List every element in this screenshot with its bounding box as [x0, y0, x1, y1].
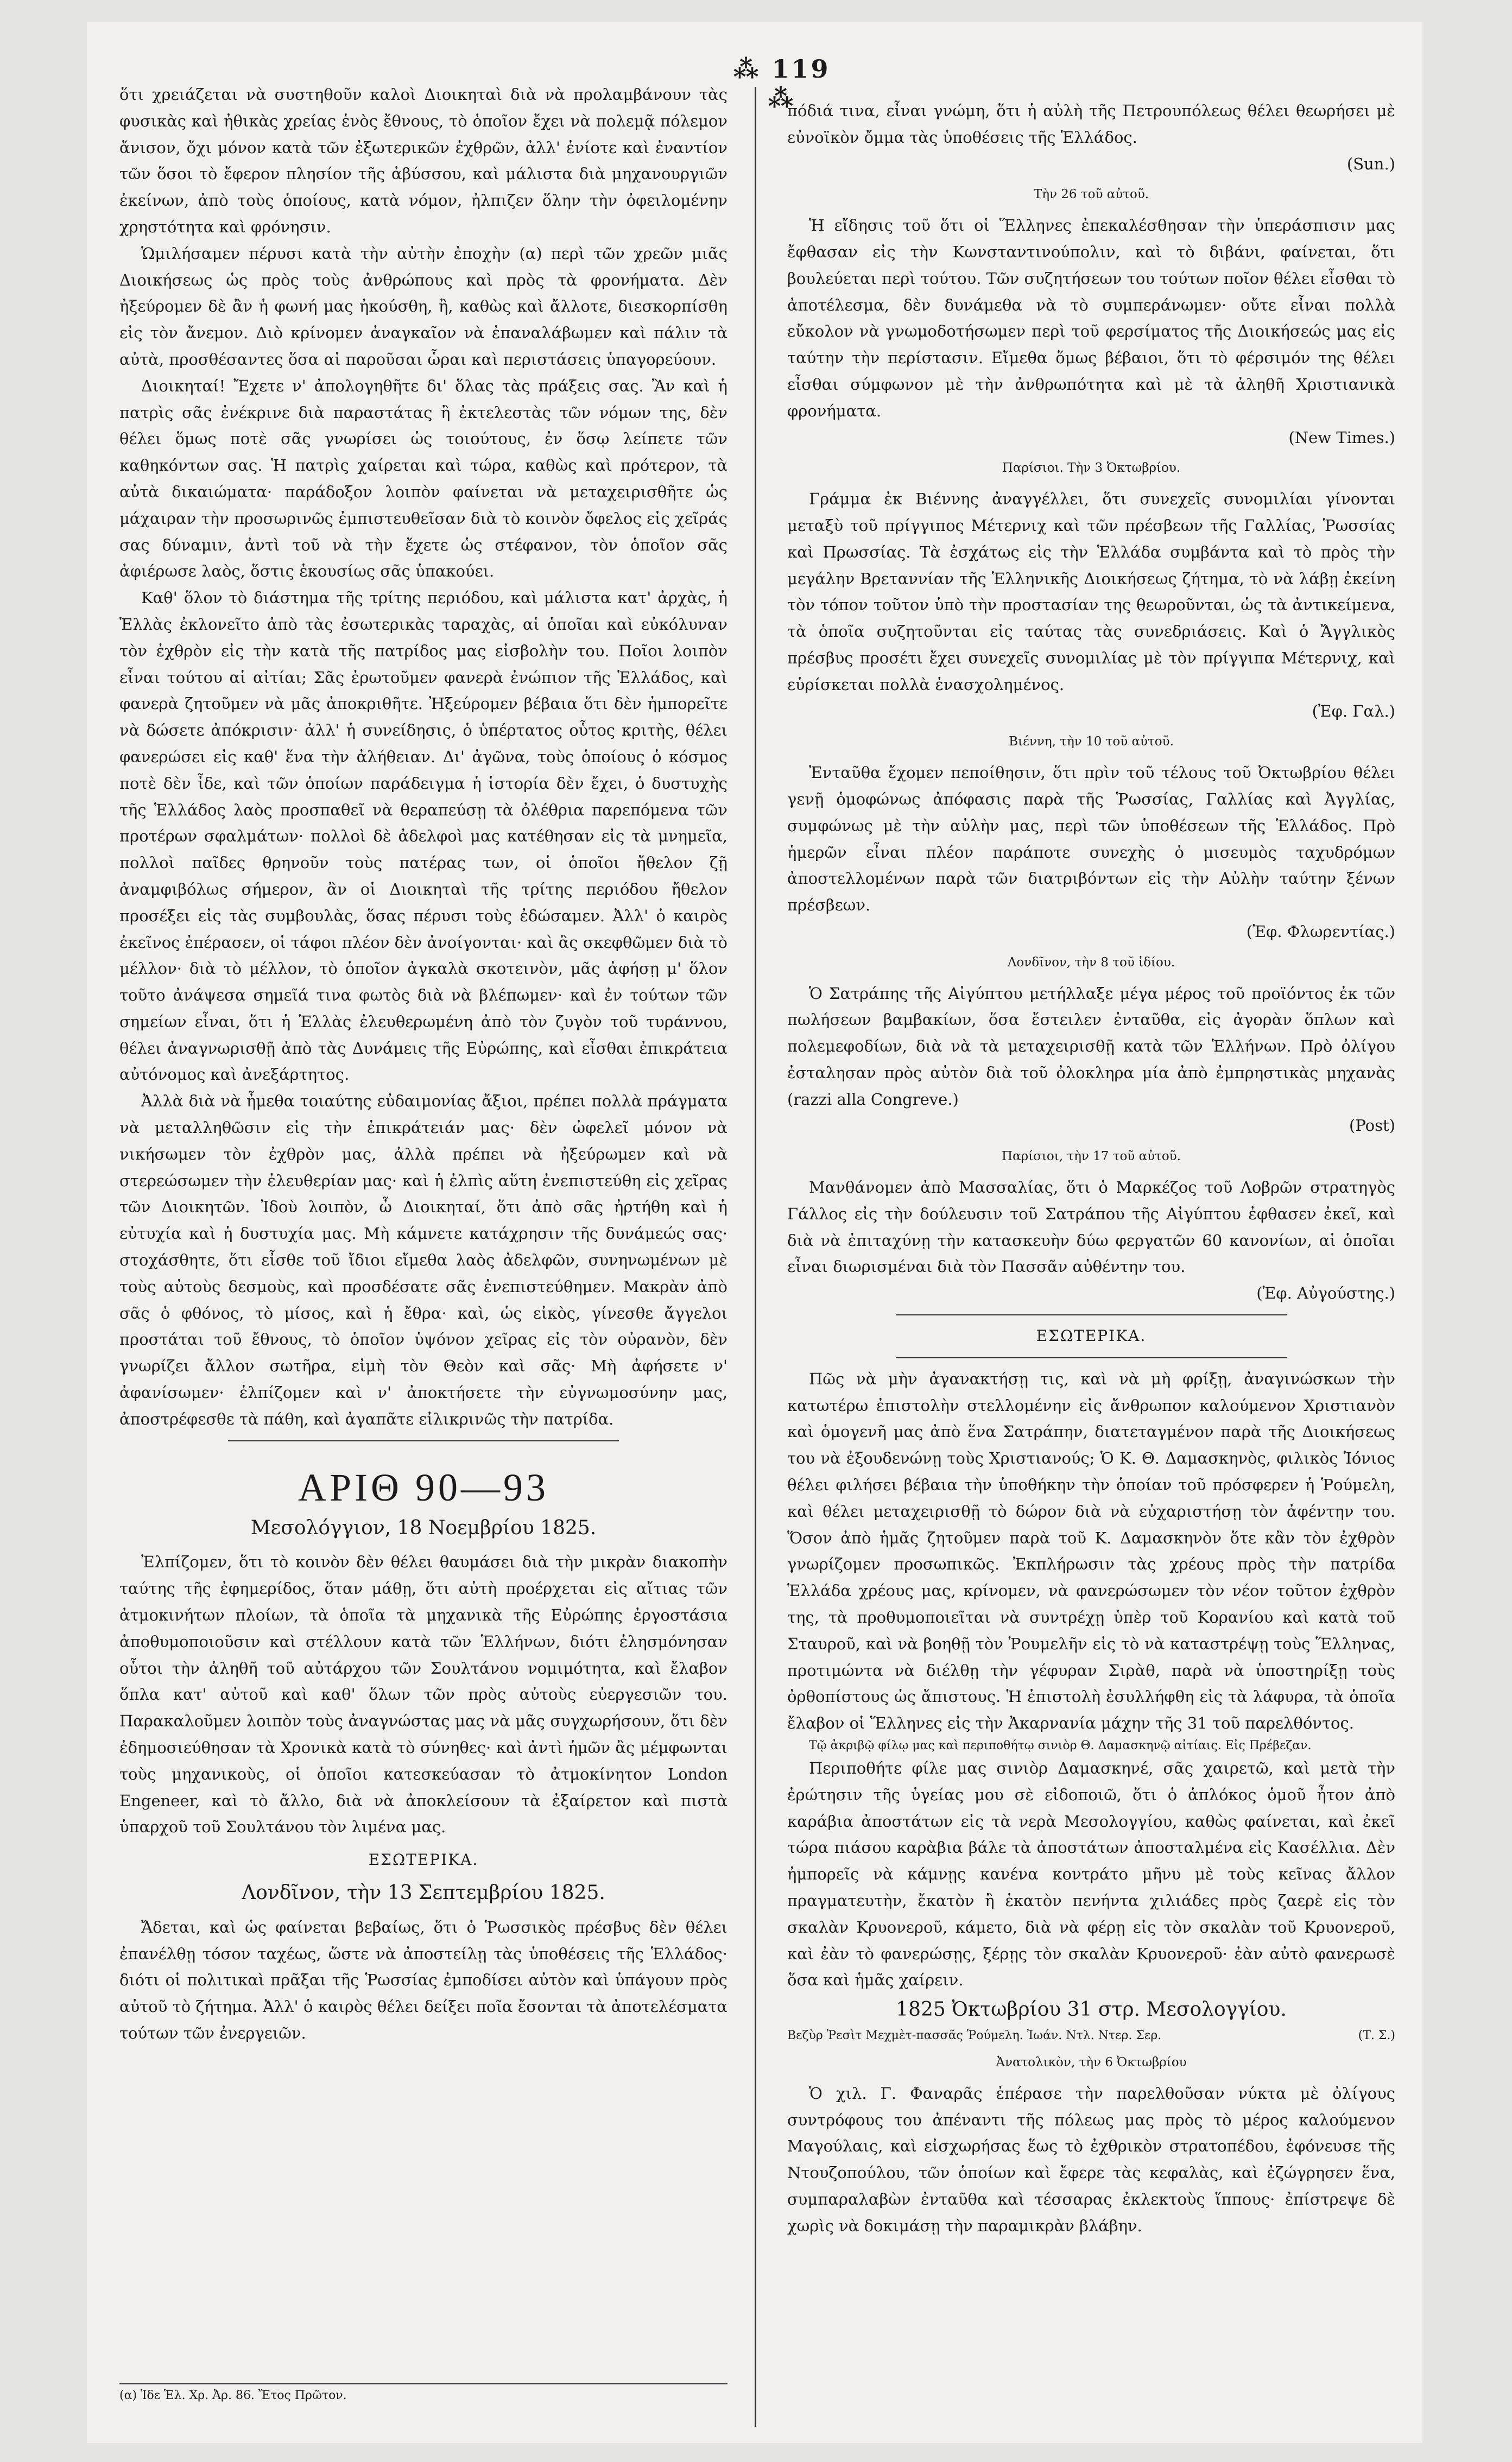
paragraph: Καθ' ὅλον τὸ διάστημα τῆς τρίτης περιόδου, καὶ μάλιστα κατ' ἀρχὰς, ἡ Ἑλλὰς ἐκλονεῖτο ἀπὸ τὰς ἐσωτερικὰς ταραχὰς, αἱ ὁποῖαι καὶ εὐκόλυναν τὸν ἐχθρὸν εἰς τὴν κατὰ τῆς πατρίδος μας εἰσβολὴν του. Ποῖοι λοιπὸν εἶναι τούτου αἱ αἰτίαι; Σᾶς ἐρωτοῦμεν φανερὰ ἐνώπιον τῆς Ἑλλάδος, καὶ φανερὰ ζητοῦμεν νὰ μᾶς ἀποκριθῆτε. Ἠξεύρομεν βέβαια ὅτι δὲν ἠμπορεῖτε νὰ δώσετε ἀπόκρισιν· ἀλλ' ἡ συνείδησις, ὁ ὑπέρτατος οὗτος κριτὴς, θέλει φανερώσει εἰς καθ' ἕνα τὴν ἀλήθειαν. Δι' ἀγῶνα, τοὺς ὁποίους ὁ κόσμος ποτὲ δὲν ἶδε, καὶ τῶν ὁποίων παράδειγμα ἡ ἱστορία δὲν ἔχει, ὁ δυστυχὴς τῆς Ἑλλάδος λαὸς προσπαθεῖ νὰ θεραπεύσῃ τὰ ὀλέθρια παρεπόμενα τῶν προτέρων σφαλμάτων· πολλοὶ δὲ ἀδελφοὶ μας κατέθησαν εἰς τὰ μνημεῖα, πολλοὶ παῖδες θρηνοῦν τοὺς πατέρας των, οἱ ὁποῖοι ἤθελον ζῇ ἀναμφιβόλως σήμερον, ἂν οἱ Διοικηταὶ τῆς τρίτης περιόδου ἤθελον προσέξει εἰς τὰς συμβουλὰς, ὅσας πέρυσι τοὺς ἐδώσαμεν. Ἀλλ' ὁ καιρὸς ἐκεῖνος ἐπέρασεν, οἱ τάφοι πλέον δὲν ἀνοίγονται· καὶ ἂς σκεφθῶμεν διὰ τὸ μέλλον· διὰ τὸ μέλλον, τὸ ὁποῖον ἀγκαλὰ σκοτεινὸν, μᾶς ἀφήσῃ μ' ὅλον τοῦτο ἀνάψεσα σημεῖά τινα φωτὸς διὰ νὰ βλέπωμεν· καὶ ἐν τούτων τῶν σημείων εἶναι, ὅτι ἡ Ἑλλὰς ἐλευθερωμένη ἀπὸ τὸν ζυγὸν τοῦ τυράννου, θέλει ἀναγνωρισθῇ ἀπὸ τὰς Δυνάμεις τῆς Εὐρώπης, καὶ εἶσθαι ἐπικράτεια αὐτόνομος καὶ ἀνεξάρτητος.: [119, 588, 727, 1084]
paragraph: ὅτι χρειάζεται νὰ συστηθοῦν καλοὶ Διοικηταὶ διὰ νὰ προλαμβάνουν τὰς φυσικὰς καὶ ἠθικὰς χρείας ἑνὸς ἔθνους, τὸ ὁποῖον ἔχει νὰ πολεμᾷ πόλεμον ἄνισον, ὄχι μόνον κατὰ τῶν ἐξωτερικῶν ἐχθρῶν, ἀλλ' ἐνίοτε καὶ ἐναντίον τῶν ὅσοι τὸ ἔφερον πλησίον τῆς ἀβύσσου, καὶ μάλιστα διὰ μηχανουργιῶν ἐκείνων, ἀπὸ τοὺς ὁποίους, κατὰ νόμον, ἠλπιζεν ὅλην τὴν ὀφειλομένην χρηστότητα καὶ φρόνησιν.: [119, 85, 727, 236]
paragraph: Ὡμιλήσαμεν πέρυσι κατὰ τὴν αὐτὴν ἐποχὴν (α) περὶ τῶν χρεῶν μιᾶς Διοικήσεως ὡς πρὸς τοὺς ἀνθρώπους καὶ πρὸς τὰ φρονήματα. Δὲν ἠξεύρομεν δὲ ἂν ἡ φωνή μας ἠκούσθη, ἢ, καθὼς καὶ ἄλλοτε, διεσκορπίσθη εἰς τὸν ἄνεμον. Διὸ κρίνομεν ἀναγκαῖον νὰ ἐπαναλάβωμεν καὶ πάλιν τὰ αὐτὰ, προσθέσαντες ὅσα αἱ παροῦσαι ὧραι καὶ περιστάσεις ὑπαγορεύουν.: [119, 244, 727, 369]
paragraph: Ἀλλὰ διὰ νὰ ἦμεθα τοιαύτης εὐδαιμονίας ἄξιοι, πρέπει πολλὰ πράγματα νὰ μεταλληθῶσιν εἰς τὴν ἐπικράτειάν μας· δὲν ὠφελεῖ μόνον νὰ νικήσωμεν τὸν ἐχθρὸν μας, ἀλλὰ πρέπει νὰ ἠξεύρωμεν καὶ νὰ στερεώσωμεν τὴν ἐλευθερίαν μας· καὶ ἡ ἐλπὶς αὕτη ἐνεπιστεύθη εἰς χεῖρας τῶν Διοικητῶν. Ἰδοὺ λοιπὸν, ὦ Διοικηταί, ὅτι ἀπὸ σᾶς ἠρτήθη καὶ ἡ εὐτυχία καὶ ἡ δυστυχία μας. Μὴ κάμνετε κατάχρησιν τῆς δυνάμεώς σας· στοχάσθητε, ὅτι εἶσθε τοῦ ἴδιοι εἴμεθα λαὸς ἀδελφῶν, συνηνωμένων μὲ τοὺς αὐτοὺς δεσμοὺς, καὶ προσδέσατε σᾶς ἐνεπιστεύθημεν. Μακρὰν ἀπὸ σᾶς ὁ φθόνος, τὸ μίσος, καὶ ἡ ἔθρα· καὶ, ὡς εἰκὸς, γίνεσθε ἄγγελοι προστάται τοῦ ἔθνους, τὸ ὁποῖον ὑψόνον χεῖρας εἰς τὸν οὐρανὸν, δὲν γνωρίζει ἄλλον σωτῆρα, εἰμὴ τὸν Θεὸν καὶ σᾶς· Μὴ ἀφήσετε ν' ἀφανίσωμεν· ἐλπίζομεν καὶ ν' ἀποκτήσετε τὴν εὐγνωμοσύνην μας, ἀποστρέφεσθε τὰ πάθη, καὶ ἀγαπᾶτε εἰλικρινῶς τὴν πατρίδα.: [119, 1092, 727, 1428]
letter-date: 1825 Ὀκτωβρίου 31 στρ. Μεσολογγίου.: [896, 1998, 1287, 2021]
right-column: [787, 98, 1395, 2239]
source-credit: (Ἐφ. Φλωρεντίας.): [1246, 922, 1395, 941]
dateline: Παρίσιοι. Τὴν 3 Ὀκτωβρίου.: [1002, 461, 1181, 476]
paragraph: Ἄδεται, καὶ ὡς φαίνεται βεβαίως, ὅτι ὁ Ῥωσσικὸς πρέσβυς δὲν θέλει ἐπανέλθῃ τόσον ταχέως, ὥστε νὰ ἀποστείλῃ τὰς ὑποθέσεις τῆς Ἑλλάδος· διότι οἱ πολιτικαὶ πρᾶξαι τῆς Ῥωσσίας ἐμποδίσει αὐτὸν καὶ ὑπάγουν πρὸς αὐτοῦ τὸ ζήτημα. Ἀλλ' ὁ καιρὸς θέλει δείξει ποῖα ἔσονται τὰ ἀποτελέσματα τούτων τῶν ἐνεργειῶν.: [119, 1917, 727, 2042]
paragraph: Ἐλπίζομεν, ὅτι τὸ κοινὸν δὲν θέλει θαυμάσει διὰ τὴν μικρὰν διακοπὴν ταύτης τῆς ἐφημερίδος, ὅταν μάθῃ, ὅτι αὐτὴ προέρχεται εἰς αἴτιας τῶν ἀτμοκινήτων πλοίων, τὰ ὁποῖα τὰ μηχανικὰ τῆς Εὐρώπης ἐργοστάσια ἀποθυμοποιοῦσιν καὶ στέλλουν κατὰ τῶν Ἑλλήνων, διότι ἐλησμόνησαν οὗτοι τὴν ἀληθῆ τοῦ αὐτάρχου τῶν Σουλτάνου νομιμότητα, καὶ ἔλαβον ὅπλα κατ' αὐτοῦ καὶ καθ' ὅλων τῶν πρὸς αὐτοὺς εὐεργεσιῶν του. Παρακαλοῦμεν λοιπὸν τοὺς ἀναγνώστας μας νὰ μᾶς συγχωρήσουν, ὅτι δὲν ἐδημοσιεύθησαν τὰ Χρονικὰ κατὰ τὸ σύνηθες· καὶ ἀντὶ ἡμῶν ἂς μέμφωνται τοὺς μηχανικοὺς, οἱ ὁποῖοι κατεσκεύασαν τὸ ἀτμοκίνητον London Engeneer, καὶ τὸ ἄλλο, διὰ νὰ ἀποκλείσουν τὰ ἐξαίρετον καὶ πιστὰ ὑπαρχοῦ τοῦ Σουλτάνου τὸν λιμένα μας.: [119, 1553, 727, 1837]
dateline: Βιέννη, τὴν 10 τοῦ αὐτοῦ.: [1009, 735, 1174, 749]
paragraph: Διοικηταί! Ἔχετε ν' ἀπολογηθῆτε δι' ὅλας τὰς πράξεις σας. Ἂν καὶ ἡ πατρὶς σᾶς ἐνέκρινε διὰ παραστάτας ἢ ἐκτελεστὰς τῶν νόμων της, δὲν θέλει ὅμως ποτὲ σᾶς γνωρίσει ὡς τοιούτους, ἐν ὅσῳ λείπετε τῶν καθηκόντων σας. Ἡ πατρὶς χαίρεται καὶ τώρα, καθὼς καὶ πρότερον, τὰ αὐτὰ δικαιώματα· παράδοξον λοιπὸν φαίνεται νὰ μεταχειρισθῆτε ὡς μάχαιραν τὴν προσωρινῶς ἐμπιστευθεῖσαν διὰ τὸ κοινὸν ὄφελος εἰς χεῖράς σας δύναμιν, ἀντὶ τοῦ νὰ τὴν ἔχετε ὡς στέφανον, τὸν ὁποῖον σᾶς ἀφιέρωσε λαὸς, ὅστις ἑκουσίως σᾶς ὑπακούει.: [119, 376, 727, 581]
column-divider: [755, 87, 756, 2427]
source-credit: (Ἐφ. Γαλ.): [1312, 701, 1395, 720]
dateline: Παρίσιοι, τὴν 17 τοῦ αὐτοῦ.: [1002, 1149, 1181, 1164]
issue-dateline: Μεσολόγγιον, 18 Νοεμβρίου 1825.: [250, 1516, 597, 1539]
paragraph: Μανθάνομεν ἀπὸ Μασσαλίας, ὅτι ὁ Μαρκέζος τοῦ Λοβρῶν στρατηγὸς Γάλλος εἰς τὴν δούλευσιν τοῦ Σατράπου τῆς Αἰγύπτου ἐφθασεν ἐκεῖ, καὶ διὰ νὰ ἐπιταχύνῃ τὴν κατασκευὴν δύω φεργατῶν 60 κανονίων, αἱ ὁποῖαι εἶναι διωρισμέναι διὰ τὸν Πασσᾶν αὐθέντην του.: [787, 1178, 1395, 1276]
letter-address: Τῷ ἀκριβῷ φίλῳ μας καὶ περιποθήτῳ σινιὸρ Θ. Δαμασκηνῷ αἰτίαις. Εἰς Πρέβεζαν.: [809, 1739, 1312, 1753]
source-credit: (Post): [1349, 1116, 1395, 1135]
paragraph: Ὁ Σατράπης τῆς Αἰγύπτου μετήλλαξε μέγα μέρος τοῦ προϊόντος ἐκ τῶν πωλήσεων βαμβακίων, ὅσα ἔστειλεν ἐνταῦθα, εἰς ἀγορὰν ὅπλων καὶ πολεμεφοδίων, διὰ νὰ τὰ μεταχειρισθῇ κατὰ τῶν Ἑλλήνων. Πρὸ ὀλίγου ἐσταλησαν πρὸς αὐτὸν διὰ τοῦ ὀλοκληρα μία ἀπὸ ἐμπρηστικὰς μηχανὰς (razzi alla Congreve.): [787, 984, 1395, 1109]
section-heading: ΕΣΩΤΕΡΙΚΑ.: [1036, 1327, 1147, 1345]
newspaper-page: [87, 22, 1422, 2443]
left-column: [119, 81, 727, 2047]
footnote: (α) Ἰδε Ἑλ. Χρ. Ἀρ. 86. Ἔτος Πρῶτον.: [119, 2383, 727, 2402]
section-rule: [896, 1314, 1287, 1315]
dateline: Λονδῖνον, τὴν 8 τοῦ ἰδίου.: [1007, 955, 1175, 970]
seal-mark: (Τ. Σ.): [1358, 2028, 1395, 2042]
page-number: ⁂ 119 ⁂: [733, 54, 831, 113]
paragraph: Πῶς νὰ μὴν ἀγανακτήσῃ τις, καὶ νὰ μὴ φρίξῃ, ἀναγινώσκων τὴν κατωτέρω ἐπιστολὴν στελλομένην εἰς ἄνθρωπον καλούμενον Χριστιανὸν καὶ ὁμογενῆ μας ἀπὸ ἕνα Σατράπην, διατεταγμένον παρὰ τῆς Διοικήσεως του νὰ ἐξουδενώνῃ τοὺς Χριστιανούς; Ὁ Κ. Θ. Δαμασκηνὸς, φιλικὸς Ἰόνιος θέλει φιλήσει βέβαια τὴν ὑποθήκην τὴν ὁποίαν τοῦ πρόσφερεν ἡ Ῥούμελη, καὶ θέλει μεταχειρισθῇ τὸ δώρον διὰ νὰ εὐχαριστήσῃ τὸν ἀφέντην του. Ὅσον ἀπὸ ἡμᾶς ζητοῦμεν παρὰ τοῦ Κ. Δαμασκηνὸν ὅτε κἂν τὸν ἐχθρὸν γνωρίζομεν προσωπικῶς. Ἐκπλήρωσιν τὰς χρέους πρὸς τὴν πατρίδα Ἑλλάδα χρέους μας, κρίνομεν, νὰ φανερώσωμεν τὸν νέον τοῦτον ἐχθρὸν της, τὰ προθυμοποιεῖται νὰ συντρέχῃ ὑπὲρ τοῦ Κορανίου καὶ κατὰ τοῦ Σταυροῦ, καὶ νὰ βοηθῇ τὸν Ῥουμελῆν εἰς τὸ νὰ καταστρέψῃ τοὺς Ἕλληνας, προτιμώντα νὰ διέλθῃ τὴν γέφυραν Σιρὰθ, παρὰ νὰ ὑποστηρίξῃ τοὺς ὀρθοπίστους ὡς ἄπιστους. Ἡ ἐπιστολὴ ἐσυλλήφθη εἰς τὰ λάφυρα, τὰ ὁποῖα ἔλαβον οἱ Ἕλληνες εἰς τὴν Ἀκαρνανία μάχην τῆς 31 τοῦ παρελθόντος.: [787, 1369, 1395, 1733]
dateline: Τὴν 26 τοῦ αὐτοῦ.: [1033, 187, 1149, 202]
paragraph: πόδιά τινα, εἶναι γνώμη, ὅτι ἡ αὐλὴ τῆς Πετρουπόλεως θέλει θεωρήσει μὲ εὐνοϊκὸν ὄμμα τὰς ὑποθέσεις τῆς Ἑλλάδος.: [787, 102, 1395, 147]
paragraph: Ἐνταῦθα ἔχομεν πεποίθησιν, ὅτι πρὶν τοῦ τέλους τοῦ Ὀκτωβρίου θέλει γενῇ ὁμοφώνως ἀπόφασις παρὰ τῆς Ῥωσσίας, Γαλλίας καὶ Ἀγγλίας, συμφώνως μὲ τὴν αὐλὴν μας, περὶ τῶν ὑποθέσεων τῆς Ἑλλάδος. Πρὸ ἡμερῶν εἶναι πλέον παράποτε συνεχὴς ὁ μισευμὸς ταχυδρόμων ἀποστελλομένων παρὰ τῶν διατριβόντων εἰς τὴν Αὐλὴν ταύτην ξένων πρέσβεων.: [787, 763, 1395, 915]
paragraph: Ἡ εἴδησις τοῦ ὅτι οἱ Ἕλληνες ἐπεκαλέσθησαν τὴν ὑπεράσπισιν μας ἔφθασαν εἰς τὴν Κωνσταντινούπολιν, καὶ τὸ διβάνι, φαίνεται, ὅτι βουλεύεται περὶ τούτου. Τῶν συζητήσεων του τούτων ποῖον θέλει εἶσθαι τὸ ἀποτέλεσμα, δὲν δυνάμεθα νὰ τὸ συμπεράνωμεν· οὔτε εἶναι πολλὰ εὔκολον νὰ γνωμοδοτήσωμεν περὶ τοῦ φερσίματος τῆς Διοικήσεώς μας εἰς ταύτην τὴν περίστασιν. Εἴμεθα ὅμως βέβαιοι, ὅτι τὸ φέρσιμόν της θέλει εἶσθαι σύμφωνον μὲ τὴν ἀνθρωπότητα καὶ μὲ τὰ ἀληθῆ Χριστιανικὰ φρονήματα.: [787, 216, 1395, 420]
source-credit: (New Times.): [1288, 428, 1395, 447]
source-credit: (Sun.): [1346, 154, 1395, 173]
signature-line: Βεζὺρ Ῥεσὶτ Μεχμὲτ-πασσᾶς Ῥούμελη. Ἰωάν. Ντλ. Ντερ. Σερ. (Τ. Σ.): [787, 2027, 1395, 2045]
paragraph: Περιποθήτε φίλε μας σινιὸρ Δαμασκηνέ, σᾶς χαιρετῶ, καὶ μετὰ τὴν ἐρώτησιν τῆς ὑγείας μου σὲ εἰδοποιῶ, ὅτι ὁ ἁπλόκος ὁμοῦ ἦτον ἀπὸ καράβια ἀποστάτων εἰς τὰ νερὰ Μεσολογγίου, καθὼς φαίνεται, καὶ ἐκεῖ τώρα πιάσου καρὰβια βάλε τὰ ἀποστάτων ἀποσταλμένα εἰς Κασέλλια. Δὲν ἠμπορεῖς νὰ κάμνῃς κανένα κοντράτο μῆνυ μὲ τοὺς κεῖνας ἄλλον πραγματευτὴν, ἔκατὸν ἢ ἑκατὸν πενήντα χιλιάδες πρὸς ζαερὲ εἰς τὸν σκαλὰν Κρυονεροῦ, κάμετο, διὰ νὰ φέρῃ εἰς τὸν σκαλὰν τοῦ Κρυονεροῦ, καὶ ἐὰν τὸ φανερώσῃς, ξέρῃς τὸν σκαλὰν Κρυονεροῦ· ἐὰν αὐτὸ φανερωσὲ ὅσα καὶ ἡμᾶς χαίρειν.: [787, 1759, 1395, 1990]
dateline: Ἀνατολικὸν, τὴν 6 Ὀκτωβρίου: [996, 2055, 1187, 2069]
section-rule: [896, 1357, 1287, 1358]
paragraph: Γράμμα ἐκ Βιέννης ἀναγγέλλει, ὅτι συνεχεῖς συνομιλίαι γίνονται μεταξὺ τοῦ πρίγγιπος Μέτερνιχ καὶ τῶν πρέσβεων τῆς Γαλλίας, Ῥωσσίας καὶ Πρωσσίας. Τὰ ἐσχάτως εἰς τὴν Ἑλλάδα συμβάντα καὶ τὸ πρὸς τὴν μεγάλην Βρεταννίαν τῆς Ἑλληνικῆς Διοικήσεως ζήτημα, τὸ νὰ λάβῃ ἐκείνη τὸν τόπον τοῦτον ὑπὸ τὴν προστασίαν της θεωροῦνται, ὡς τὰ ἀντικείμενα, τὰ ὁποῖα συζητοῦνται εἰς ταύτας τὰς συνεδριάσεις. Καὶ ὁ Ἄγγλικὸς πρέσβυς προσέτι ἔχει συνεχεῖς συνομιλίας μὲ τὸν πρίγγιπα Μέτερνιχ, καὶ εὑρίσκεται πολλὰ ἐνασχολημένος.: [787, 490, 1395, 694]
paragraph: Ὁ χιλ. Γ. Φαναρᾶς ἐπέρασε τὴν παρελθοῦσαν νύκτα μὲ ὀλίγους συντρόφους του ἀπέναντι τῆς πόλεως μας πρὸς τὸ μέρος καλούμενον Μαγούλαις, καὶ εἰσχωρήσας ἕως τὸ ἐχθρικὸν στρατοπέδου, ἐφόνευσε τῆς Ντουζοπούλου, τῶν ὁποίων καὶ ἔφερε τὰς κεφαλὰς, καὶ ἐζώγρησεν ἕνα, συμπαραλαβὼν ἐνταῦθα καὶ τέσσαρας ἐκλεκτοὺς ἵππους· ἐπίστρεψε δὲ χωρὶς νὰ δοκιμάσῃ τὴν παραμικρὰν βλάβην.: [787, 2084, 1395, 2235]
source-credit: (Ἐφ. Αὐγούστης.): [1256, 1284, 1395, 1303]
dateline: Λονδῖνον, τὴν 13 Σεπτεμβρίου 1825.: [242, 1882, 605, 1904]
issue-heading: ΑΡΙΘ 90—93: [298, 1465, 549, 1509]
section-heading: ΕΣΩΤΕΡΙΚΑ.: [368, 1851, 479, 1869]
section-rule: [228, 1440, 619, 1441]
